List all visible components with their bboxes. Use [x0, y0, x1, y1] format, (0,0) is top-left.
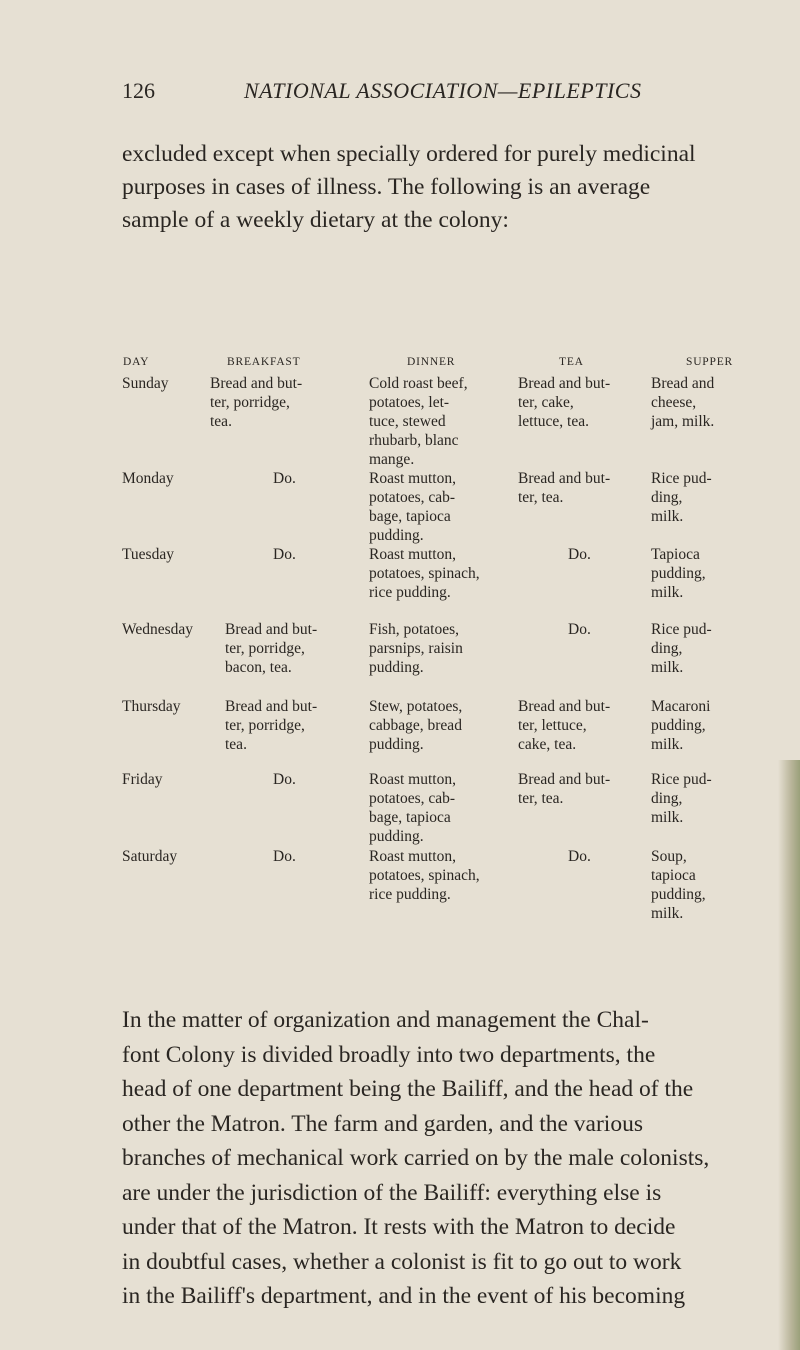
text-line: other the Matron. The farm and garden, and the various — [122, 1110, 643, 1137]
text-line: sample of a weekly dietary at the colony: — [122, 207, 509, 233]
supper-cell: Rice pud- ding, milk. — [651, 621, 712, 676]
intro-paragraph — [122, 138, 762, 237]
breakfast-cell: Bread and but- ter, porridge, tea. — [210, 375, 303, 430]
page-edge-shadow — [778, 760, 800, 1350]
supper-cell: Tapioca pudding, milk. — [651, 546, 706, 601]
supper-cell: Bread and cheese, jam, milk. — [651, 375, 715, 430]
tea-cell: Do. — [568, 546, 591, 563]
text-line: excluded except when specially ordered for purely medicinal — [122, 141, 696, 167]
text-line: are under the jurisdiction of the Bailiff: everything else is — [122, 1179, 662, 1206]
tea-cell: Bread and but- ter, lettuce, cake, tea. — [518, 698, 611, 753]
text-line: branches of mechanical work carried on by the male colonists, — [122, 1145, 710, 1171]
text-line: under that of the Matron. It rests with the Matron to decide — [122, 1214, 676, 1240]
day-cell: Tuesday — [122, 546, 174, 563]
col-header-day: DAY — [123, 356, 150, 368]
dinner-cell: Roast mutton, potatoes, spinach, rice pudding. — [369, 546, 480, 601]
supper-cell: Rice pud- ding, milk. — [651, 771, 712, 826]
day-cell: Wednesday — [122, 621, 194, 638]
dinner-cell: Roast mutton, potatoes, cab- bage, tapioca pudding. — [369, 771, 456, 845]
page-number: 126 — [122, 78, 155, 103]
breakfast-cell: Bread and but- ter, porridge, tea. — [225, 698, 318, 753]
tea-cell: Bread and but- ter, tea. — [518, 470, 611, 506]
text-line: in doubtful cases, whether a colonist is fit to go out to work — [122, 1248, 682, 1275]
text-line: purposes in cases of illness. The following is an average — [122, 174, 651, 200]
tea-cell: Do. — [568, 848, 591, 865]
text-line: font Colony is divided broadly into two departments, the — [122, 1041, 656, 1068]
page-header — [122, 78, 762, 108]
text-line: in the Bailiff's department, and in the event of his becoming — [122, 1283, 686, 1309]
breakfast-cell: Bread and but- ter, porridge, bacon, tea. — [225, 621, 318, 676]
breakfast-cell: Do. — [273, 470, 296, 487]
col-header-tea: TEA — [559, 356, 584, 368]
day-cell: Thursday — [122, 698, 181, 715]
day-cell: Sunday — [122, 375, 169, 392]
closing-paragraph — [122, 1003, 770, 1314]
running-head: NATIONAL ASSOCIATION—EPILEPTICS — [244, 78, 642, 103]
supper-cell: Macaroni pudding, milk. — [651, 698, 711, 753]
day-cell: Saturday — [122, 848, 178, 865]
breakfast-cell: Do. — [273, 848, 296, 865]
col-header-breakfast: BREAKFAST — [227, 356, 301, 368]
tea-cell: Bread and but- ter, tea. — [518, 771, 611, 807]
col-header-supper: SUPPER — [686, 356, 733, 368]
dinner-cell: Fish, potatoes, parsnips, raisin pudding. — [369, 621, 463, 676]
tea-cell: Bread and but- ter, cake, lettuce, tea. — [518, 375, 611, 430]
tea-cell: Do. — [568, 621, 591, 638]
dinner-cell: Cold roast beef, potatoes, let- tuce, stewed rhubarb, blanc mange. — [369, 375, 468, 468]
breakfast-cell: Do. — [273, 771, 296, 788]
dinner-cell: Stew, potatoes, cabbage, bread pudding. — [369, 698, 463, 753]
supper-cell: Rice pud- ding, milk. — [651, 470, 712, 525]
col-header-dinner: DINNER — [407, 356, 456, 368]
supper-cell: Soup, tapioca pudding, milk. — [651, 848, 706, 922]
day-cell: Friday — [122, 771, 163, 788]
text-line: In the matter of organization and management the Chal- — [122, 1007, 649, 1033]
text-line: head of one department being the Bailiff, and the head of the — [122, 1076, 694, 1102]
dinner-cell: Roast mutton, potatoes, spinach, rice pudding. — [369, 848, 480, 903]
dinner-cell: Roast mutton, potatoes, cab- bage, tapioca pudding. — [369, 470, 456, 544]
day-cell: Monday — [122, 470, 174, 487]
breakfast-cell: Do. — [273, 546, 296, 563]
